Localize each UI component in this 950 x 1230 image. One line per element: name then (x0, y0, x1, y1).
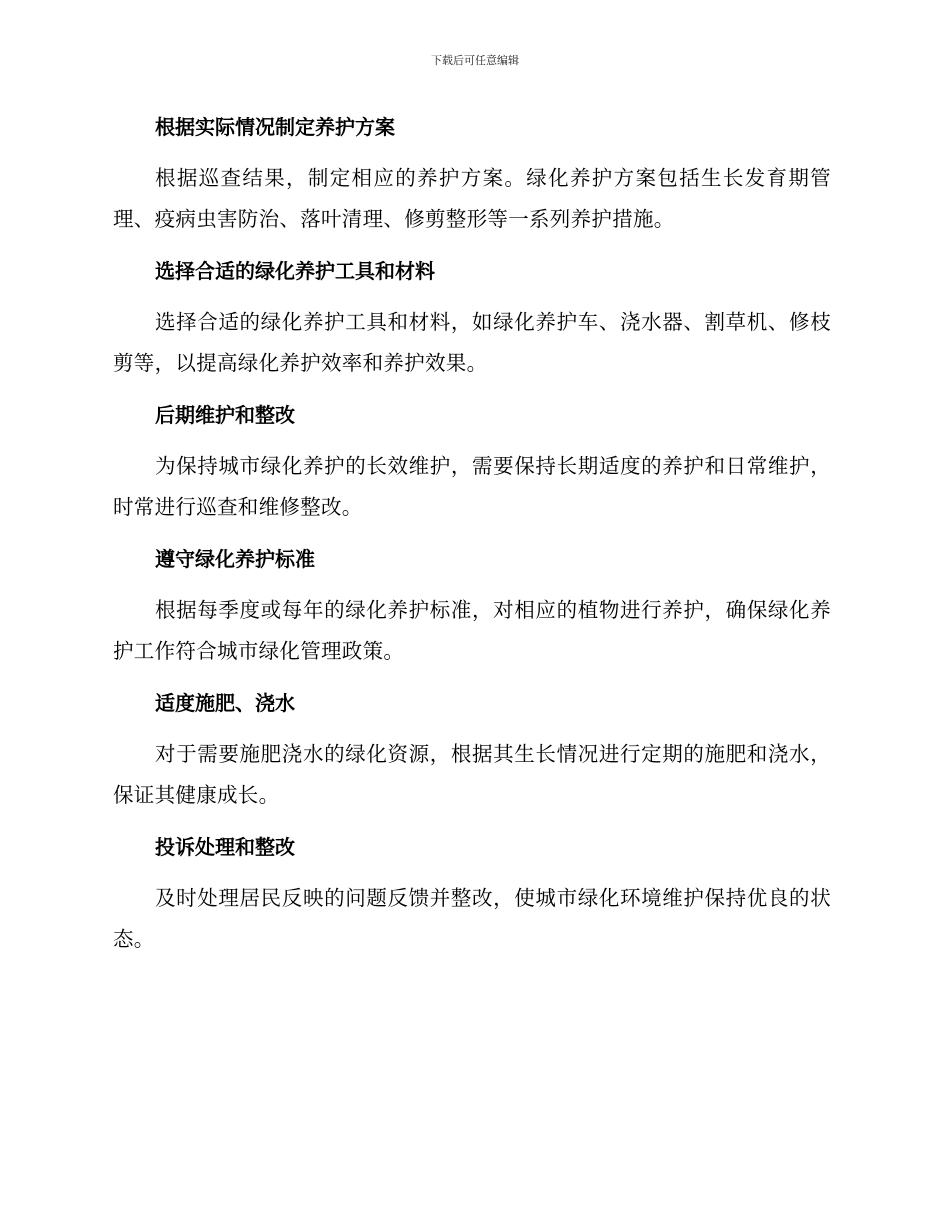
page-header: 下载后可任意编辑 (431, 54, 519, 67)
section-care-plan (113, 106, 831, 240)
section-paragraph: 根据巡查结果，制定相应的养护方案。绿化养护方案包括生长发育期管理、疫病虫害防治、落叶清理、修剪整形等一系列养护措施。 (113, 166, 831, 231)
section-maintenance (113, 394, 831, 528)
section-tools-materials (113, 250, 831, 384)
section-paragraph: 为保持城市绿化养护的长效维护，需要保持长期适度的养护和日常维护，时常进行巡查和维修整改。 (113, 454, 831, 519)
section-paragraph: 对于需要施肥浇水的绿化资源，根据其生长情况进行定期的施肥和浇水，保证其健康成长。 (113, 742, 831, 807)
section-heading: 选择合适的绿化养护工具和材料 (155, 259, 435, 283)
section-paragraph: 选择合适的绿化养护工具和材料，如绿化养护车、浇水器、割草机、修枝剪等，以提高绿化养护效率和养护效果。 (113, 310, 831, 375)
section-fertilize-water (113, 682, 831, 816)
section-heading: 适度施肥、浇水 (155, 691, 295, 715)
section-heading: 投诉处理和整改 (155, 835, 295, 859)
section-standards (113, 538, 831, 672)
document-body (113, 106, 831, 970)
section-heading: 根据实际情况制定养护方案 (155, 115, 395, 139)
section-complaints (113, 826, 831, 960)
section-heading: 遵守绿化养护标准 (155, 547, 315, 571)
section-paragraph: 及时处理居民反映的问题反馈并整改，使城市绿化环境维护保持优良的状态。 (113, 886, 831, 951)
section-heading: 后期维护和整改 (155, 403, 295, 427)
section-paragraph: 根据每季度或每年的绿化养护标准，对相应的植物进行养护，确保绿化养护工作符合城市绿化管理政策。 (113, 598, 831, 663)
